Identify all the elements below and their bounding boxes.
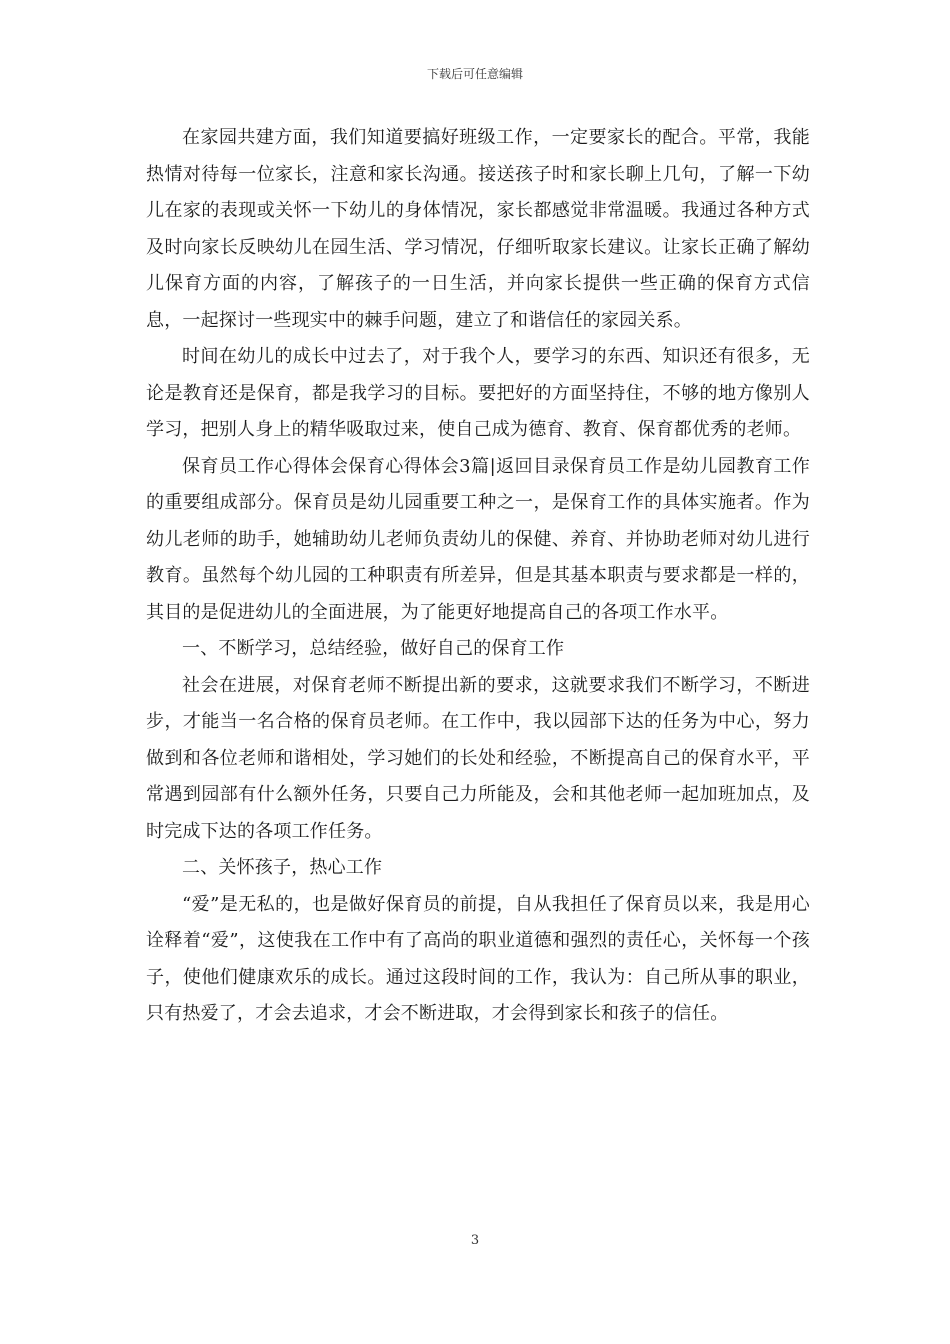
page-header: 下载后可任意编辑 <box>426 67 523 81</box>
paragraph-care-for-children: “爱”是无私的，也是做好保育员的前提，自从我担任了保育员以来，我是用心诠释着“爱”，这使我在工作中有了高尚的职业道德和强烈的责任心，关怀每一个孩子，使他们健康欢乐的成长。通过这段时间的工作，我认为：自己所从事的职业，只有热爱了，才会去追求，才会不断进取，才会得到家长和孩子的信任。 <box>146 893 810 1024</box>
paragraph-continuous-learning: 社会在进展，对保育老师不断提出新的要求，这就要求我们不断学习，不断进步，才能当一名合格的保育员老师。在工作中，我以园部下达的任务为中心，努力做到和各位老师和谐相处，学习她们的长处和经验，不断提高自己的保育水平，平常遇到园部有什么额外任务，只要自己力所能及，会和其他老师一起加班加点，及时完成下达的各项工作任务。 <box>146 674 810 842</box>
paragraph-home-school: 在家园共建方面，我们知道要搞好班级工作，一定要家长的配合。平常，我能热情对待每一位家长，注意和家长沟通。接送孩子时和家长聊上几句，了解一下幼儿在家的表现或关怀一下幼儿的身体情况，家长都感觉非常温暖。我通过各种方式及时向家长反映幼儿在园生活、学习情况，仔细听取家长建议。让家长正确了解幼儿保育方面的内容，了解孩子的一日生活，并向家长提供一些正确的保育方式信息，一起探讨一些现实中的棘手问题，建立了和谐信任的家园关系。 <box>146 127 810 331</box>
section-heading-1: 一、不断学习，总结经验，做好自己的保育工作 <box>182 638 565 659</box>
document-body <box>146 120 810 1033</box>
paragraph-nursery-intro: 保育员工作心得体会保育心得体会3篇|返回目录保育员工作是幼儿园教育工作的重要组成部分。保育员是幼儿园重要工种之一，是保育工作的具体实施者。作为幼儿老师的助手，她辅助幼儿老师负责幼儿的保健、养育、并协助老师对幼儿进行教育。虽然每个幼儿园的工种职责有所差异，但是其基本职责与要求都是一样的，其目的是促进幼儿的全面进展，为了能更好地提高自己的各项工作水平。 <box>146 455 810 623</box>
page-number: 3 <box>470 1233 480 1248</box>
section-heading-2: 二、关怀孩子，热心工作 <box>182 857 383 878</box>
paragraph-learning-goals: 时间在幼儿的成长中过去了，对于我个人，要学习的东西、知识还有很多，无论是教育还是保育，都是我学习的目标。要把好的方面坚持住，不够的地方像别人学习，把别人身上的精华吸取过来，使自己成为德育、教育、保育都优秀的老师。 <box>146 346 810 440</box>
